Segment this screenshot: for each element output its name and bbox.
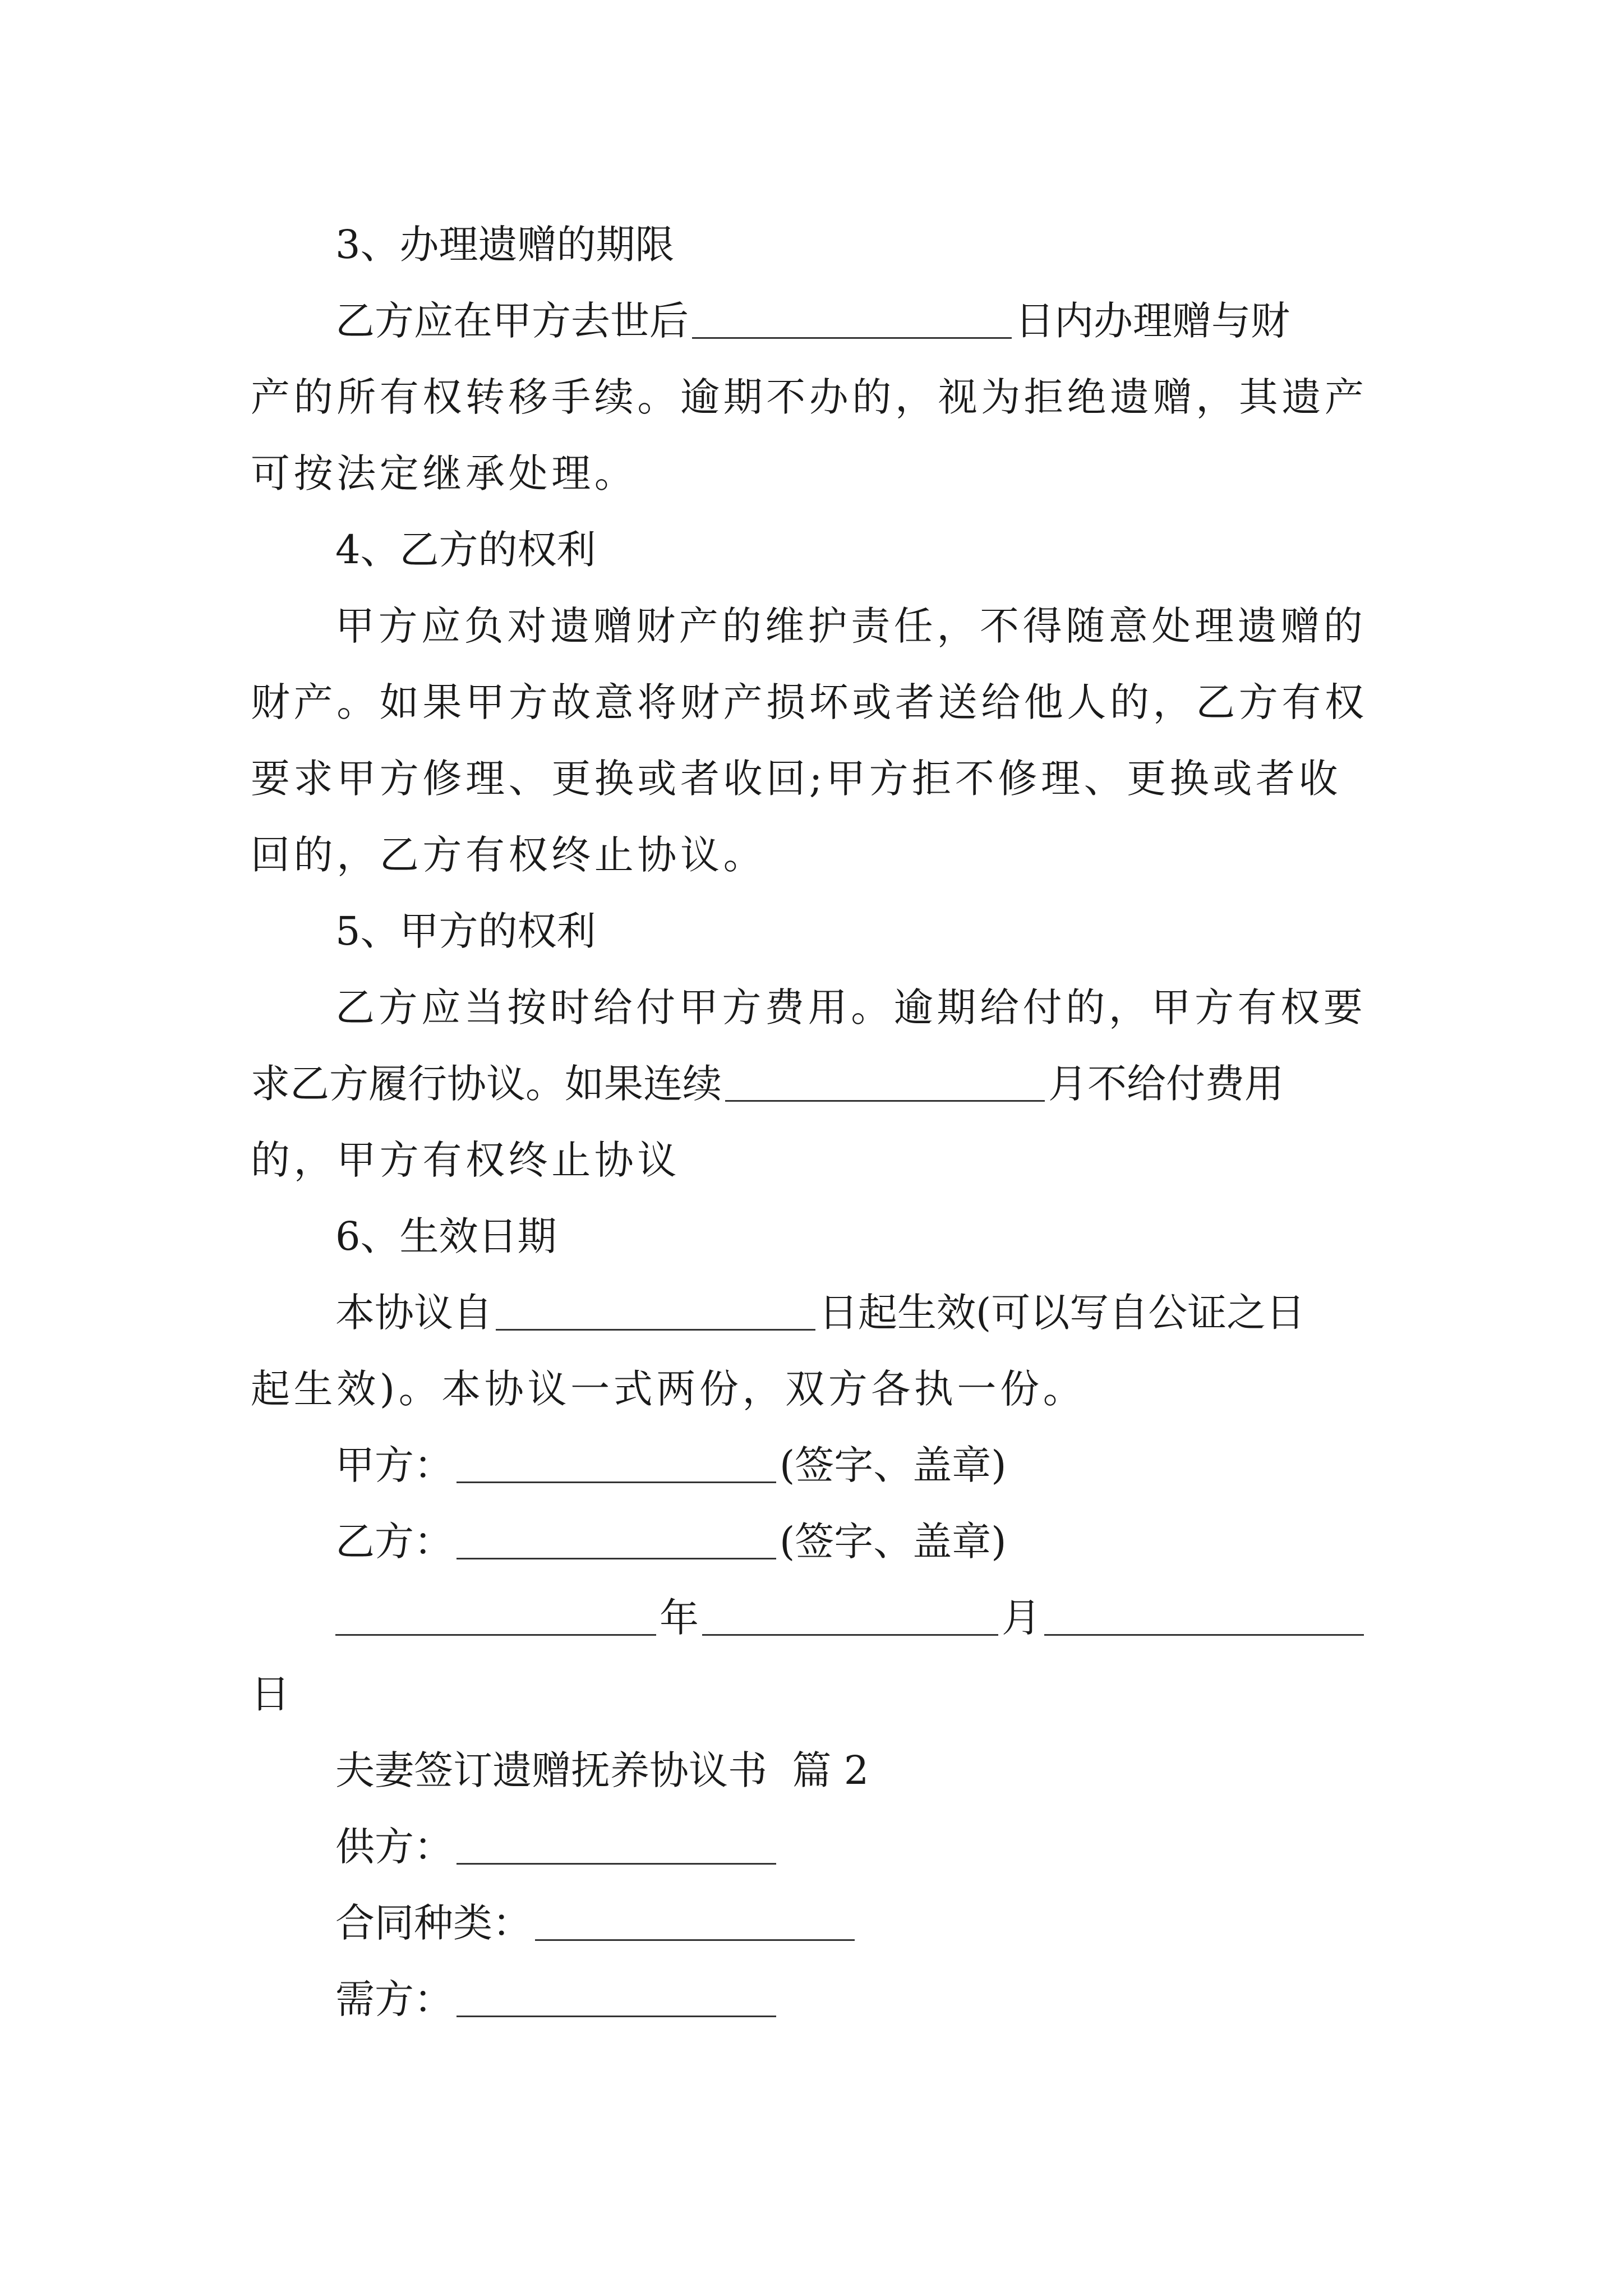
section-5-paragraph-line-1: 乙方应当按时给付甲方费用。逾期给付的，甲方有权要 [335, 984, 1367, 1030]
party-a-signature-line: 甲方： (签字、盖章) [335, 1442, 1007, 1488]
section-3-paragraph-line-3: 可按法定继承处理。 [251, 450, 638, 496]
buyer-blank[interactable] [457, 1982, 776, 2017]
section-3-paragraph-line-2: 产的所有权转移手续。逾期不办的，视为拒绝遗赠，其遗产 [251, 374, 1368, 420]
section-4-paragraph-line-2: 财产。如果甲方故意将财产损坏或者送给他人的，乙方有权 [251, 679, 1368, 725]
contract-type-line: 合同种类： [335, 1898, 858, 1948]
contract-type-blank[interactable] [535, 1906, 855, 1941]
day-blank[interactable] [1044, 1600, 1364, 1636]
days-blank[interactable] [692, 303, 1012, 339]
part-2-title: 夫妻签订遗赠抚养协议书 篇 2 [335, 1747, 869, 1793]
date-day-label: 日 [251, 1671, 290, 1717]
section-6-paragraph-line-1: 本协议自 日起生效(可以写自公证之日 [335, 1290, 1306, 1336]
section-3-paragraph-line-1: 乙方应在甲方去世后 日内办理赠与财 [335, 298, 1290, 344]
section-4-paragraph-line-1: 甲方应负对遗赠财产的维护责任，不得随意处理遗赠的 [335, 603, 1367, 649]
party-b-signature-line: 乙方： (签字、盖章) [335, 1519, 1007, 1565]
supplier-blank[interactable] [457, 1829, 776, 1865]
party-b-signature-blank[interactable] [457, 1524, 776, 1559]
section-5-heading: 5、甲方的权利 [335, 908, 596, 954]
months-blank[interactable] [725, 1066, 1045, 1102]
section-4-paragraph-line-3: 要求甲方修理、更换或者收回;甲方拒不修理、更换或者收 [251, 756, 1342, 802]
section-4-paragraph-line-4: 回的，乙方有权终止协议。 [251, 832, 767, 878]
month-blank[interactable] [702, 1600, 998, 1636]
date-line: 年 月 [335, 1593, 1367, 1642]
year-blank[interactable] [335, 1600, 656, 1636]
supplier-line: 供方： [335, 1822, 780, 1871]
section-5-paragraph-line-3: 的，甲方有权终止协议 [251, 1137, 680, 1183]
effective-date-blank[interactable] [496, 1295, 815, 1331]
section-4-heading: 4、乙方的权利 [335, 527, 596, 573]
buyer-line: 需方： [335, 1975, 780, 2024]
party-a-signature-blank[interactable] [457, 1448, 776, 1483]
section-6-paragraph-line-2: 起生效)。本协议一式两份，双方各执一份。 [251, 1366, 1086, 1412]
section-6-heading: 6、生效日期 [335, 1213, 557, 1259]
section-5-paragraph-line-2: 求乙方履行协议。如果连续 月不给付费用 [251, 1061, 1284, 1107]
section-3-heading: 3、办理遗赠的期限 [335, 222, 675, 268]
